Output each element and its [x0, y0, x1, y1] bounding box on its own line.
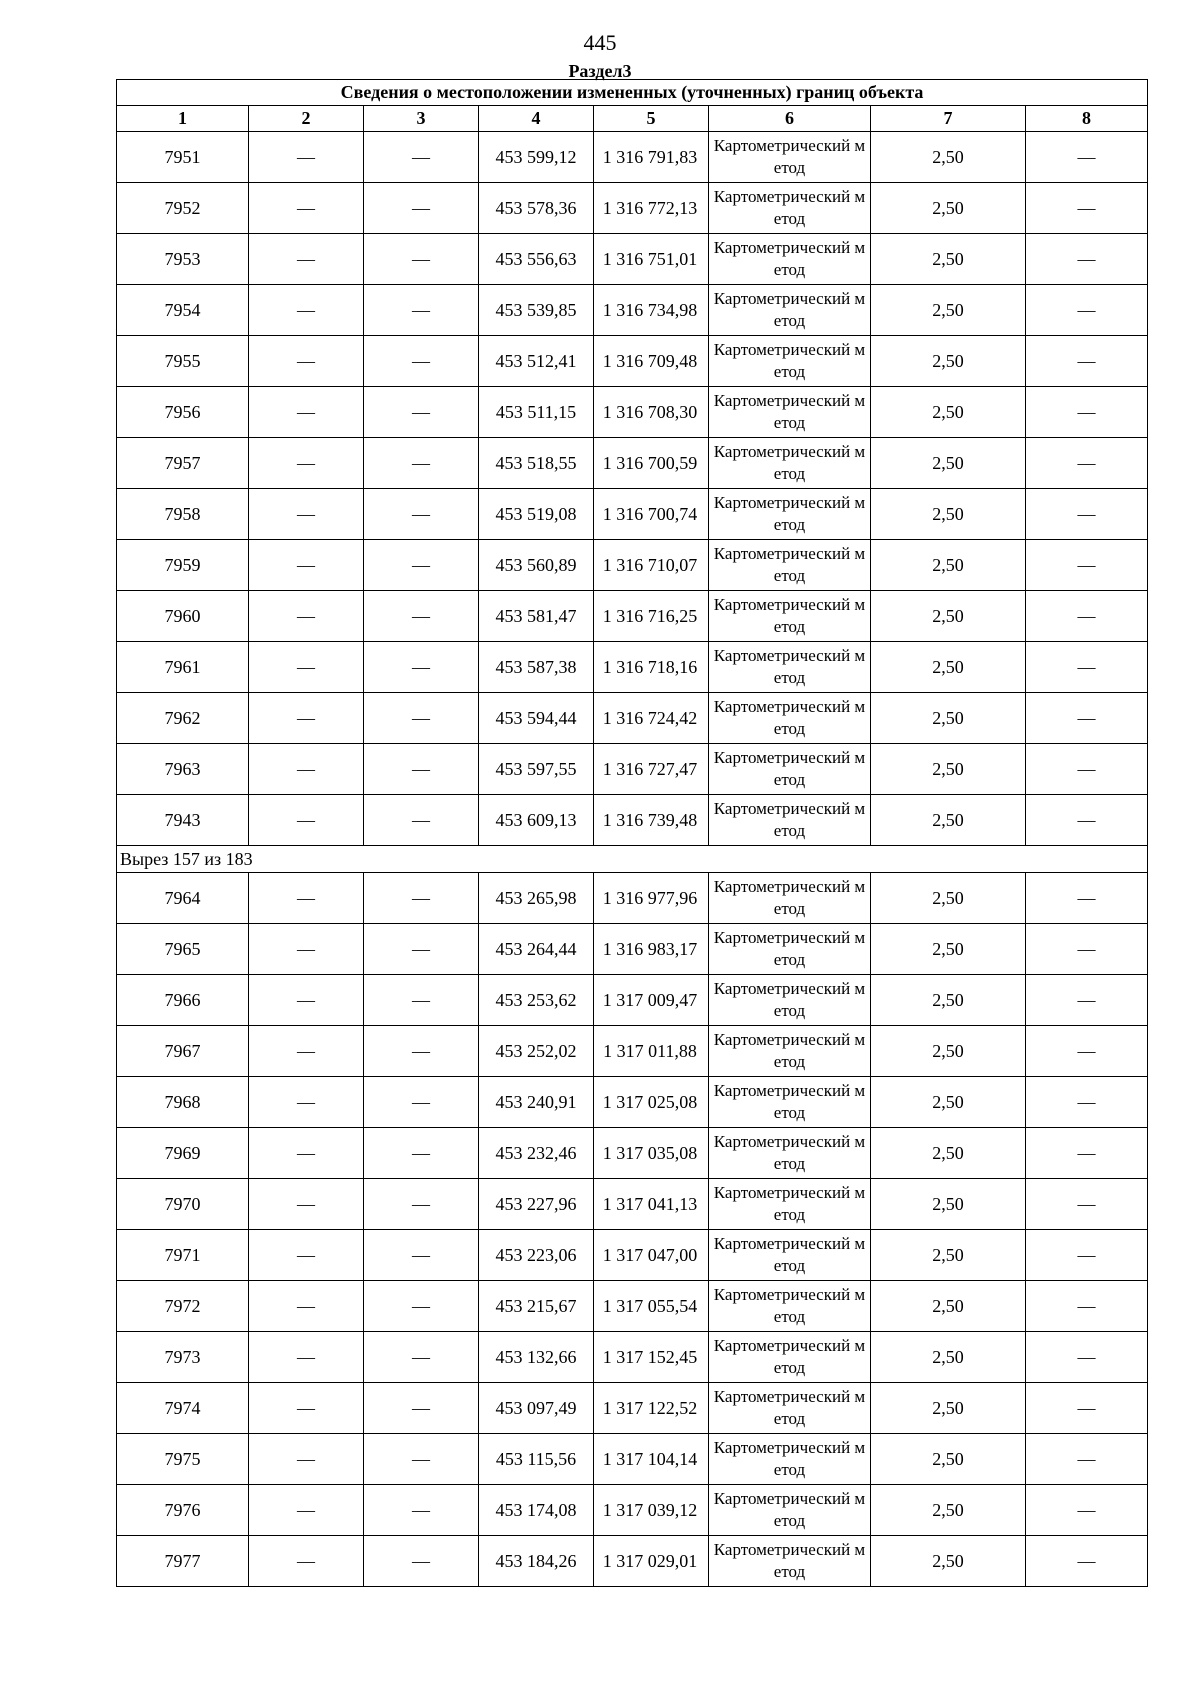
y-coordinate-cell: 1 317 055,54 [594, 1281, 709, 1332]
method-cell: Картометрический метод [709, 1332, 871, 1383]
column-3-cell: — [364, 489, 479, 540]
accuracy-cell: 2,50 [871, 1179, 1026, 1230]
column-8-cell: — [1026, 1077, 1148, 1128]
column-2-cell: — [249, 183, 364, 234]
method-cell: Картометрический метод [709, 336, 871, 387]
x-coordinate-cell: 453 232,46 [479, 1128, 594, 1179]
column-3-cell: — [364, 873, 479, 924]
column-2-cell: — [249, 234, 364, 285]
column-3-cell: — [364, 438, 479, 489]
x-coordinate-cell: 453 578,36 [479, 183, 594, 234]
point-number-cell: 7976 [117, 1485, 249, 1536]
y-coordinate-cell: 1 317 039,12 [594, 1485, 709, 1536]
column-2-cell: — [249, 1434, 364, 1485]
x-coordinate-cell: 453 539,85 [479, 285, 594, 336]
accuracy-cell: 2,50 [871, 1434, 1026, 1485]
table-row [117, 285, 1148, 336]
column-3-cell: — [364, 1026, 479, 1077]
method-cell: Картометрический метод [709, 1026, 871, 1077]
x-coordinate-cell: 453 265,98 [479, 873, 594, 924]
table-row [117, 489, 1148, 540]
column-3-cell: — [364, 795, 479, 846]
column-8-cell: — [1026, 1230, 1148, 1281]
method-cell: Картометрический метод [709, 1128, 871, 1179]
table-row [117, 132, 1148, 183]
column-2-cell: — [249, 744, 364, 795]
point-number-cell: 7972 [117, 1281, 249, 1332]
column-number: 1 [117, 106, 249, 132]
column-2-cell: — [249, 1026, 364, 1077]
method-cell: Картометрический метод [709, 924, 871, 975]
boundary-coordinates-table [116, 79, 1148, 1587]
column-number: 3 [364, 106, 479, 132]
method-cell: Картометрический метод [709, 438, 871, 489]
table-row [117, 234, 1148, 285]
table-row [117, 1128, 1148, 1179]
column-3-cell: — [364, 693, 479, 744]
column-2-cell: — [249, 1332, 364, 1383]
method-cell: Картометрический метод [709, 489, 871, 540]
table-row [117, 1026, 1148, 1077]
table-row [117, 1434, 1148, 1485]
table-row [117, 975, 1148, 1026]
column-8-cell: — [1026, 744, 1148, 795]
x-coordinate-cell: 453 097,49 [479, 1383, 594, 1434]
column-3-cell: — [364, 924, 479, 975]
column-8-cell: — [1026, 489, 1148, 540]
y-coordinate-cell: 1 317 029,01 [594, 1536, 709, 1587]
x-coordinate-cell: 453 240,91 [479, 1077, 594, 1128]
column-8-cell: — [1026, 234, 1148, 285]
column-2-cell: — [249, 1383, 364, 1434]
column-2-cell: — [249, 1281, 364, 1332]
table-row [117, 183, 1148, 234]
accuracy-cell: 2,50 [871, 540, 1026, 591]
table-row [117, 1179, 1148, 1230]
column-8-cell: — [1026, 1128, 1148, 1179]
y-coordinate-cell: 1 316 709,48 [594, 336, 709, 387]
point-number-cell: 7955 [117, 336, 249, 387]
table-row [117, 1077, 1148, 1128]
method-cell: Картометрический метод [709, 1383, 871, 1434]
y-coordinate-cell: 1 316 708,30 [594, 387, 709, 438]
column-8-cell: — [1026, 1536, 1148, 1587]
accuracy-cell: 2,50 [871, 591, 1026, 642]
point-number-cell: 7954 [117, 285, 249, 336]
column-number: 2 [249, 106, 364, 132]
accuracy-cell: 2,50 [871, 1383, 1026, 1434]
point-number-cell: 7970 [117, 1179, 249, 1230]
x-coordinate-cell: 453 227,96 [479, 1179, 594, 1230]
column-8-cell: — [1026, 1179, 1148, 1230]
point-number-cell: 7963 [117, 744, 249, 795]
point-number-cell: 7968 [117, 1077, 249, 1128]
column-8-cell: — [1026, 1332, 1148, 1383]
y-coordinate-cell: 1 317 025,08 [594, 1077, 709, 1128]
column-number: 7 [871, 106, 1026, 132]
column-2-cell: — [249, 336, 364, 387]
table-body [117, 80, 1148, 1587]
column-3-cell: — [364, 132, 479, 183]
table-row [117, 1332, 1148, 1383]
accuracy-cell: 2,50 [871, 1077, 1026, 1128]
table-row [117, 873, 1148, 924]
accuracy-cell: 2,50 [871, 693, 1026, 744]
method-cell: Картометрический метод [709, 387, 871, 438]
table-row [117, 438, 1148, 489]
method-cell: Картометрический метод [709, 1179, 871, 1230]
column-8-cell: — [1026, 693, 1148, 744]
group-label-row [117, 846, 1148, 873]
accuracy-cell: 2,50 [871, 1026, 1026, 1077]
y-coordinate-cell: 1 316 751,01 [594, 234, 709, 285]
y-coordinate-cell: 1 316 791,83 [594, 132, 709, 183]
column-8-cell: — [1026, 540, 1148, 591]
accuracy-cell: 2,50 [871, 387, 1026, 438]
point-number-cell: 7952 [117, 183, 249, 234]
accuracy-cell: 2,50 [871, 795, 1026, 846]
column-3-cell: — [364, 1485, 479, 1536]
table-caption-row [117, 80, 1148, 106]
x-coordinate-cell: 453 132,66 [479, 1332, 594, 1383]
point-number-cell: 7958 [117, 489, 249, 540]
x-coordinate-cell: 453 184,26 [479, 1536, 594, 1587]
y-coordinate-cell: 1 317 041,13 [594, 1179, 709, 1230]
y-coordinate-cell: 1 316 710,07 [594, 540, 709, 591]
table-row [117, 387, 1148, 438]
x-coordinate-cell: 453 252,02 [479, 1026, 594, 1077]
table-row [117, 1536, 1148, 1587]
x-coordinate-cell: 453 581,47 [479, 591, 594, 642]
x-coordinate-cell: 453 587,38 [479, 642, 594, 693]
y-coordinate-cell: 1 317 104,14 [594, 1434, 709, 1485]
method-cell: Картометрический метод [709, 1281, 871, 1332]
x-coordinate-cell: 453 115,56 [479, 1434, 594, 1485]
point-number-cell: 7953 [117, 234, 249, 285]
column-2-cell: — [249, 795, 364, 846]
column-8-cell: — [1026, 591, 1148, 642]
column-3-cell: — [364, 975, 479, 1026]
column-3-cell: — [364, 336, 479, 387]
column-3-cell: — [364, 183, 479, 234]
column-2-cell: — [249, 693, 364, 744]
column-8-cell: — [1026, 795, 1148, 846]
table-row [117, 1383, 1148, 1434]
x-coordinate-cell: 453 518,55 [479, 438, 594, 489]
accuracy-cell: 2,50 [871, 234, 1026, 285]
column-8-cell: — [1026, 183, 1148, 234]
x-coordinate-cell: 453 609,13 [479, 795, 594, 846]
group-label: Вырез 157 из 183 [117, 846, 1148, 873]
table-row [117, 1281, 1148, 1332]
x-coordinate-cell: 453 519,08 [479, 489, 594, 540]
column-3-cell: — [364, 591, 479, 642]
accuracy-cell: 2,50 [871, 924, 1026, 975]
column-2-cell: — [249, 591, 364, 642]
x-coordinate-cell: 453 264,44 [479, 924, 594, 975]
section-title: Раздел3 [568, 61, 632, 81]
point-number-cell: 7967 [117, 1026, 249, 1077]
method-cell: Картометрический метод [709, 744, 871, 795]
y-coordinate-cell: 1 317 009,47 [594, 975, 709, 1026]
column-8-cell: — [1026, 336, 1148, 387]
column-8-cell: — [1026, 642, 1148, 693]
accuracy-cell: 2,50 [871, 1536, 1026, 1587]
table-row [117, 540, 1148, 591]
x-coordinate-cell: 453 597,55 [479, 744, 594, 795]
column-number: 8 [1026, 106, 1148, 132]
point-number-cell: 7964 [117, 873, 249, 924]
method-cell: Картометрический метод [709, 1434, 871, 1485]
point-number-cell: 7973 [117, 1332, 249, 1383]
column-2-cell: — [249, 873, 364, 924]
point-number-cell: 7971 [117, 1230, 249, 1281]
table-row [117, 924, 1148, 975]
x-coordinate-cell: 453 223,06 [479, 1230, 594, 1281]
y-coordinate-cell: 1 317 035,08 [594, 1128, 709, 1179]
column-8-cell: — [1026, 285, 1148, 336]
table-row [117, 795, 1148, 846]
table-row [117, 693, 1148, 744]
column-8-cell: — [1026, 873, 1148, 924]
accuracy-cell: 2,50 [871, 873, 1026, 924]
y-coordinate-cell: 1 317 122,52 [594, 1383, 709, 1434]
accuracy-cell: 2,50 [871, 489, 1026, 540]
x-coordinate-cell: 453 599,12 [479, 132, 594, 183]
x-coordinate-cell: 453 512,41 [479, 336, 594, 387]
y-coordinate-cell: 1 316 734,98 [594, 285, 709, 336]
table-row [117, 591, 1148, 642]
method-cell: Картометрический метод [709, 1536, 871, 1587]
x-coordinate-cell: 453 253,62 [479, 975, 594, 1026]
column-8-cell: — [1026, 924, 1148, 975]
column-2-cell: — [249, 1179, 364, 1230]
point-number-cell: 7956 [117, 387, 249, 438]
accuracy-cell: 2,50 [871, 975, 1026, 1026]
x-coordinate-cell: 453 511,15 [479, 387, 594, 438]
column-number: 5 [594, 106, 709, 132]
accuracy-cell: 2,50 [871, 132, 1026, 183]
point-number-cell: 7966 [117, 975, 249, 1026]
column-2-cell: — [249, 975, 364, 1026]
column-8-cell: — [1026, 1026, 1148, 1077]
point-number-cell: 7975 [117, 1434, 249, 1485]
method-cell: Картометрический метод [709, 1485, 871, 1536]
column-2-cell: — [249, 642, 364, 693]
column-3-cell: — [364, 1230, 479, 1281]
method-cell: Картометрический метод [709, 234, 871, 285]
column-8-cell: — [1026, 1485, 1148, 1536]
y-coordinate-cell: 1 316 739,48 [594, 795, 709, 846]
point-number-cell: 7969 [117, 1128, 249, 1179]
column-3-cell: — [364, 387, 479, 438]
column-2-cell: — [249, 132, 364, 183]
accuracy-cell: 2,50 [871, 1128, 1026, 1179]
y-coordinate-cell: 1 317 152,45 [594, 1332, 709, 1383]
y-coordinate-cell: 1 316 727,47 [594, 744, 709, 795]
table-row [117, 1485, 1148, 1536]
y-coordinate-cell: 1 317 011,88 [594, 1026, 709, 1077]
y-coordinate-cell: 1 316 716,25 [594, 591, 709, 642]
column-3-cell: — [364, 1332, 479, 1383]
column-3-cell: — [364, 1383, 479, 1434]
column-8-cell: — [1026, 387, 1148, 438]
method-cell: Картометрический метод [709, 642, 871, 693]
column-3-cell: — [364, 1281, 479, 1332]
y-coordinate-cell: 1 316 718,16 [594, 642, 709, 693]
column-2-cell: — [249, 387, 364, 438]
point-number-cell: 7974 [117, 1383, 249, 1434]
y-coordinate-cell: 1 316 977,96 [594, 873, 709, 924]
column-number: 4 [479, 106, 594, 132]
method-cell: Картометрический метод [709, 132, 871, 183]
column-8-cell: — [1026, 1281, 1148, 1332]
column-8-cell: — [1026, 132, 1148, 183]
y-coordinate-cell: 1 316 772,13 [594, 183, 709, 234]
method-cell: Картометрический метод [709, 285, 871, 336]
point-number-cell: 7951 [117, 132, 249, 183]
y-coordinate-cell: 1 316 724,42 [594, 693, 709, 744]
x-coordinate-cell: 453 560,89 [479, 540, 594, 591]
column-3-cell: — [364, 744, 479, 795]
column-2-cell: — [249, 1128, 364, 1179]
column-2-cell: — [249, 489, 364, 540]
method-cell: Картометрический метод [709, 795, 871, 846]
point-number-cell: 7960 [117, 591, 249, 642]
accuracy-cell: 2,50 [871, 1230, 1026, 1281]
x-coordinate-cell: 453 556,63 [479, 234, 594, 285]
accuracy-cell: 2,50 [871, 744, 1026, 795]
method-cell: Картометрический метод [709, 183, 871, 234]
column-8-cell: — [1026, 975, 1148, 1026]
column-8-cell: — [1026, 1434, 1148, 1485]
point-number-cell: 7959 [117, 540, 249, 591]
accuracy-cell: 2,50 [871, 642, 1026, 693]
point-number-cell: 7943 [117, 795, 249, 846]
point-number-cell: 7962 [117, 693, 249, 744]
column-2-cell: — [249, 438, 364, 489]
column-2-cell: — [249, 1230, 364, 1281]
table-row [117, 744, 1148, 795]
column-3-cell: — [364, 1179, 479, 1230]
table-row [117, 1230, 1148, 1281]
column-3-cell: — [364, 1536, 479, 1587]
x-coordinate-cell: 453 215,67 [479, 1281, 594, 1332]
column-2-cell: — [249, 1077, 364, 1128]
page-number: 445 [583, 30, 617, 55]
accuracy-cell: 2,50 [871, 1332, 1026, 1383]
table-row [117, 642, 1148, 693]
accuracy-cell: 2,50 [871, 1485, 1026, 1536]
table-caption: Сведения о местоположении измененных (уточненных) границ объекта [117, 80, 1148, 106]
point-number-cell: 7977 [117, 1536, 249, 1587]
method-cell: Картометрический метод [709, 693, 871, 744]
column-number-row [117, 106, 1148, 132]
column-8-cell: — [1026, 438, 1148, 489]
column-3-cell: — [364, 1434, 479, 1485]
column-number: 6 [709, 106, 871, 132]
column-2-cell: — [249, 924, 364, 975]
column-3-cell: — [364, 1128, 479, 1179]
column-8-cell: — [1026, 1383, 1148, 1434]
method-cell: Картометрический метод [709, 975, 871, 1026]
column-2-cell: — [249, 285, 364, 336]
x-coordinate-cell: 453 594,44 [479, 693, 594, 744]
column-2-cell: — [249, 1536, 364, 1587]
column-3-cell: — [364, 285, 479, 336]
x-coordinate-cell: 453 174,08 [479, 1485, 594, 1536]
accuracy-cell: 2,50 [871, 183, 1026, 234]
column-3-cell: — [364, 642, 479, 693]
accuracy-cell: 2,50 [871, 285, 1026, 336]
method-cell: Картометрический метод [709, 540, 871, 591]
accuracy-cell: 2,50 [871, 438, 1026, 489]
y-coordinate-cell: 1 316 700,59 [594, 438, 709, 489]
column-3-cell: — [364, 540, 479, 591]
column-3-cell: — [364, 1077, 479, 1128]
column-2-cell: — [249, 540, 364, 591]
method-cell: Картометрический метод [709, 591, 871, 642]
y-coordinate-cell: 1 316 983,17 [594, 924, 709, 975]
point-number-cell: 7957 [117, 438, 249, 489]
method-cell: Картометрический метод [709, 1230, 871, 1281]
column-2-cell: — [249, 1485, 364, 1536]
accuracy-cell: 2,50 [871, 336, 1026, 387]
table-row [117, 336, 1148, 387]
point-number-cell: 7965 [117, 924, 249, 975]
point-number-cell: 7961 [117, 642, 249, 693]
y-coordinate-cell: 1 317 047,00 [594, 1230, 709, 1281]
y-coordinate-cell: 1 316 700,74 [594, 489, 709, 540]
accuracy-cell: 2,50 [871, 1281, 1026, 1332]
method-cell: Картометрический метод [709, 1077, 871, 1128]
method-cell: Картометрический метод [709, 873, 871, 924]
column-3-cell: — [364, 234, 479, 285]
